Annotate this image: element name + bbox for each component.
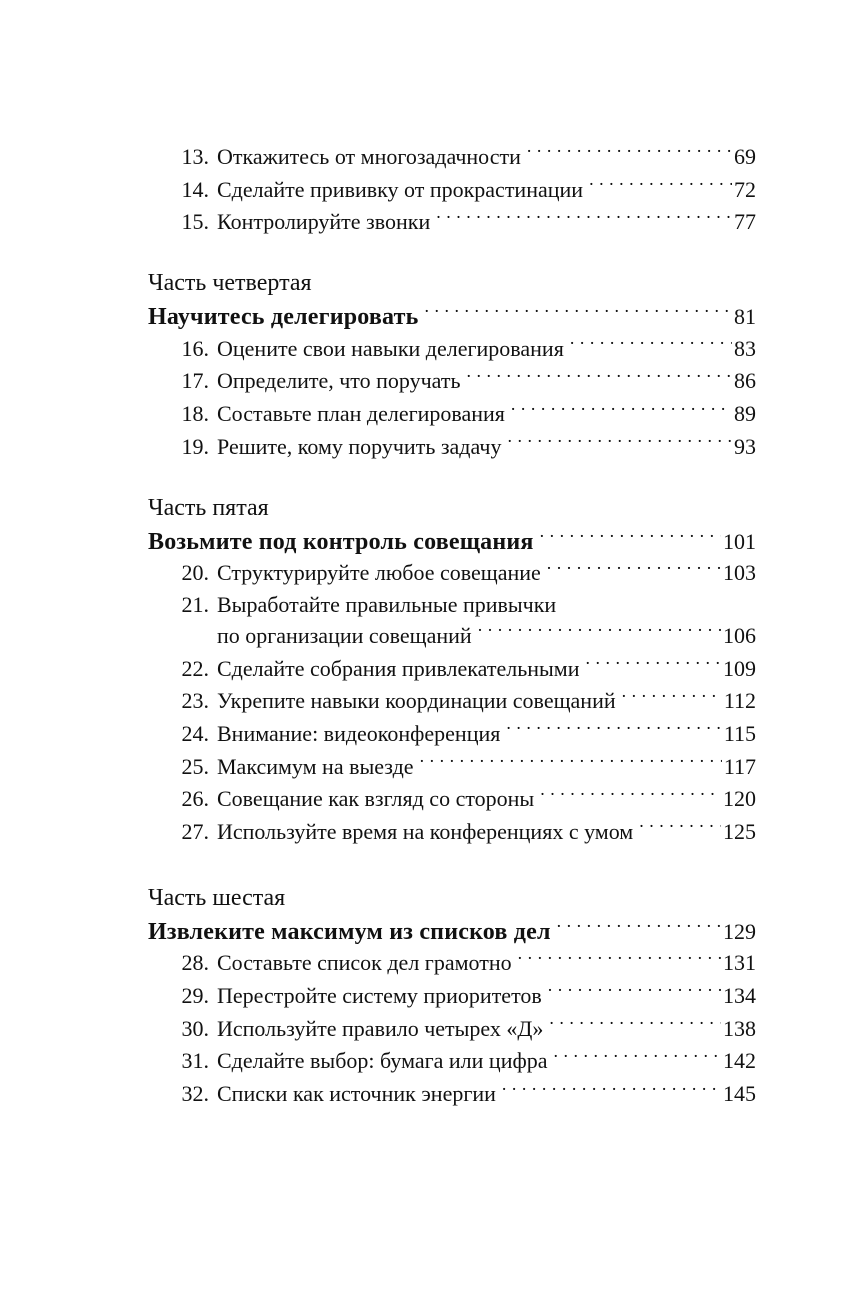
entry-page: 77 [734,209,756,235]
dot-leader [425,300,733,324]
entry-page: 125 [723,819,756,844]
entry-number: 23. [181,688,209,714]
part-label: Часть пятая [148,494,269,521]
dot-leader [639,817,721,839]
toc-section-part-4 [148,267,756,463]
dot-leader [622,686,722,708]
entry-title: Составьте список дел грамотно [217,950,512,976]
entry-title: Сделайте собрания привлекательными [217,655,580,681]
entry-number: 25. [181,753,209,779]
entry-page: 109 [723,655,756,681]
toc-section-part-5 [148,492,756,849]
toc-entry-continuation[interactable] [148,620,756,653]
dot-leader [549,1014,721,1036]
dot-leader [589,175,732,197]
dot-leader [547,558,721,580]
section-gap [148,239,756,267]
entry-number: 16. [181,335,209,361]
entry-number: 19. [181,433,209,459]
entry-title: Контролируйте звонки [217,209,431,235]
dot-leader [540,784,721,806]
entry-title: Решите, кому поручить задачу [217,433,502,459]
entry-page: 138 [723,1015,756,1041]
entry-page: 117 [723,753,756,779]
entry-number: 26. [181,786,209,812]
entry-title: Откажитесь от многозадачности [217,144,521,169]
part-title: Извлеките максимум из списков дел [148,918,551,945]
entry-page: 81 [734,304,756,330]
toc-entry[interactable] [148,333,756,366]
dot-leader [548,981,721,1003]
toc-entry[interactable] [148,718,756,751]
entry-page: 112 [723,688,756,714]
entry-page: 115 [723,720,756,746]
dot-leader [553,1046,721,1068]
entry-number: 14. [181,176,209,202]
entry-title: Составьте план делегирования [217,401,505,427]
section-gap [148,464,756,492]
entry-page: 134 [723,983,756,1009]
part-label: Часть четвертая [148,270,312,297]
toc-entry[interactable] [148,685,756,718]
entry-page: 131 [723,950,756,976]
part-title-entry[interactable] [148,300,756,333]
dot-leader [557,915,721,939]
dot-leader [540,525,721,549]
entry-title-continued: по организации совещаний [217,622,472,648]
entry-number: 28. [181,950,209,976]
toc-entry[interactable] [148,365,756,398]
entry-number: 22. [181,655,209,681]
part-title-entry[interactable] [148,525,756,558]
entry-page: 69 [734,144,756,169]
toc-entry[interactable] [148,398,756,431]
toc-entry[interactable] [148,1078,756,1111]
dot-leader [507,432,732,454]
toc-section-continued [148,141,756,239]
entry-page: 89 [734,401,756,427]
toc-entry[interactable] [148,141,756,174]
entry-title: Максимум на выезде [217,753,414,779]
entry-page: 86 [734,368,756,394]
part-title-entry[interactable] [148,915,756,948]
entry-page: 101 [723,528,756,554]
toc-entry[interactable] [148,783,756,816]
dot-leader [467,366,732,388]
entry-number: 13. [181,144,209,169]
entry-title: Используйте правило четырех «Д» [217,1015,544,1041]
entry-title: Внимание: видеоконференция [217,720,501,746]
section-gap [148,849,756,882]
entry-page: 120 [723,786,756,812]
entry-page: 83 [734,335,756,361]
toc-entry[interactable] [148,1013,756,1046]
part-title: Возьмите под контроль совещания [148,528,534,555]
entry-page: 145 [723,1081,756,1107]
entry-number: 18. [181,401,209,427]
entry-title: Используйте время на конференциях с умом [217,819,634,844]
entry-number: 15. [181,209,209,235]
toc-entry[interactable] [148,751,756,784]
dot-leader [420,752,722,774]
toc-entry[interactable] [148,653,756,686]
toc-entry[interactable] [148,557,756,590]
entry-page: 93 [734,433,756,459]
entry-title: Совещание как взгляд со стороны [217,786,535,812]
entry-title: Сделайте выбор: бумага или цифра [217,1048,548,1074]
entry-number: 30. [181,1015,209,1041]
toc-entry[interactable] [148,1045,756,1078]
dot-leader [527,142,732,164]
dot-leader [506,719,721,741]
entry-title: Структурируйте любое совещание [217,560,541,586]
entry-title: Списки как источник энергии [217,1081,496,1107]
toc-section-part-6 [148,882,756,1111]
dot-leader [478,621,721,643]
entry-title: Перестройте систему приоритетов [217,983,542,1009]
toc-entry[interactable] [148,431,756,464]
entry-page: 103 [723,560,756,586]
dot-leader [570,334,732,356]
toc-entry[interactable] [148,206,756,239]
entry-number: 31. [181,1048,209,1074]
entry-title: Сделайте прививку от прокрастинации [217,176,584,202]
entry-page: 129 [723,918,756,944]
part-title: Научитесь делегировать [148,304,419,331]
table-of-contents [148,141,756,1111]
entry-page: 72 [734,176,756,202]
dot-leader [502,1079,721,1101]
entry-title: Укрепите навыки координации совещаний [217,688,616,714]
entry-number: 29. [181,983,209,1009]
toc-entry[interactable] [148,174,756,207]
toc-entry[interactable] [148,816,756,849]
entry-number: 32. [181,1081,209,1107]
dot-leader [436,207,732,229]
entry-title: Определите, что поручать [217,368,461,394]
entry-number: 17. [181,368,209,394]
part-label: Часть шестая [148,884,286,911]
entry-number: 20. [181,560,209,586]
entry-number: 24. [181,720,209,746]
entry-number: 27. [181,819,209,844]
entry-title: Оцените свои навыки делегирования [217,335,564,361]
dot-leader [518,948,721,970]
entry-page: 106 [723,622,756,648]
entry-number: 21. [181,591,209,617]
entry-page: 142 [723,1048,756,1074]
dot-leader [511,399,732,421]
toc-entry[interactable] [148,980,756,1013]
entry-title: Выработайте правильные привычки [217,591,557,617]
toc-entry[interactable] [148,947,756,980]
toc-entry-first-line[interactable] [148,590,756,620]
dot-leader [586,654,722,676]
